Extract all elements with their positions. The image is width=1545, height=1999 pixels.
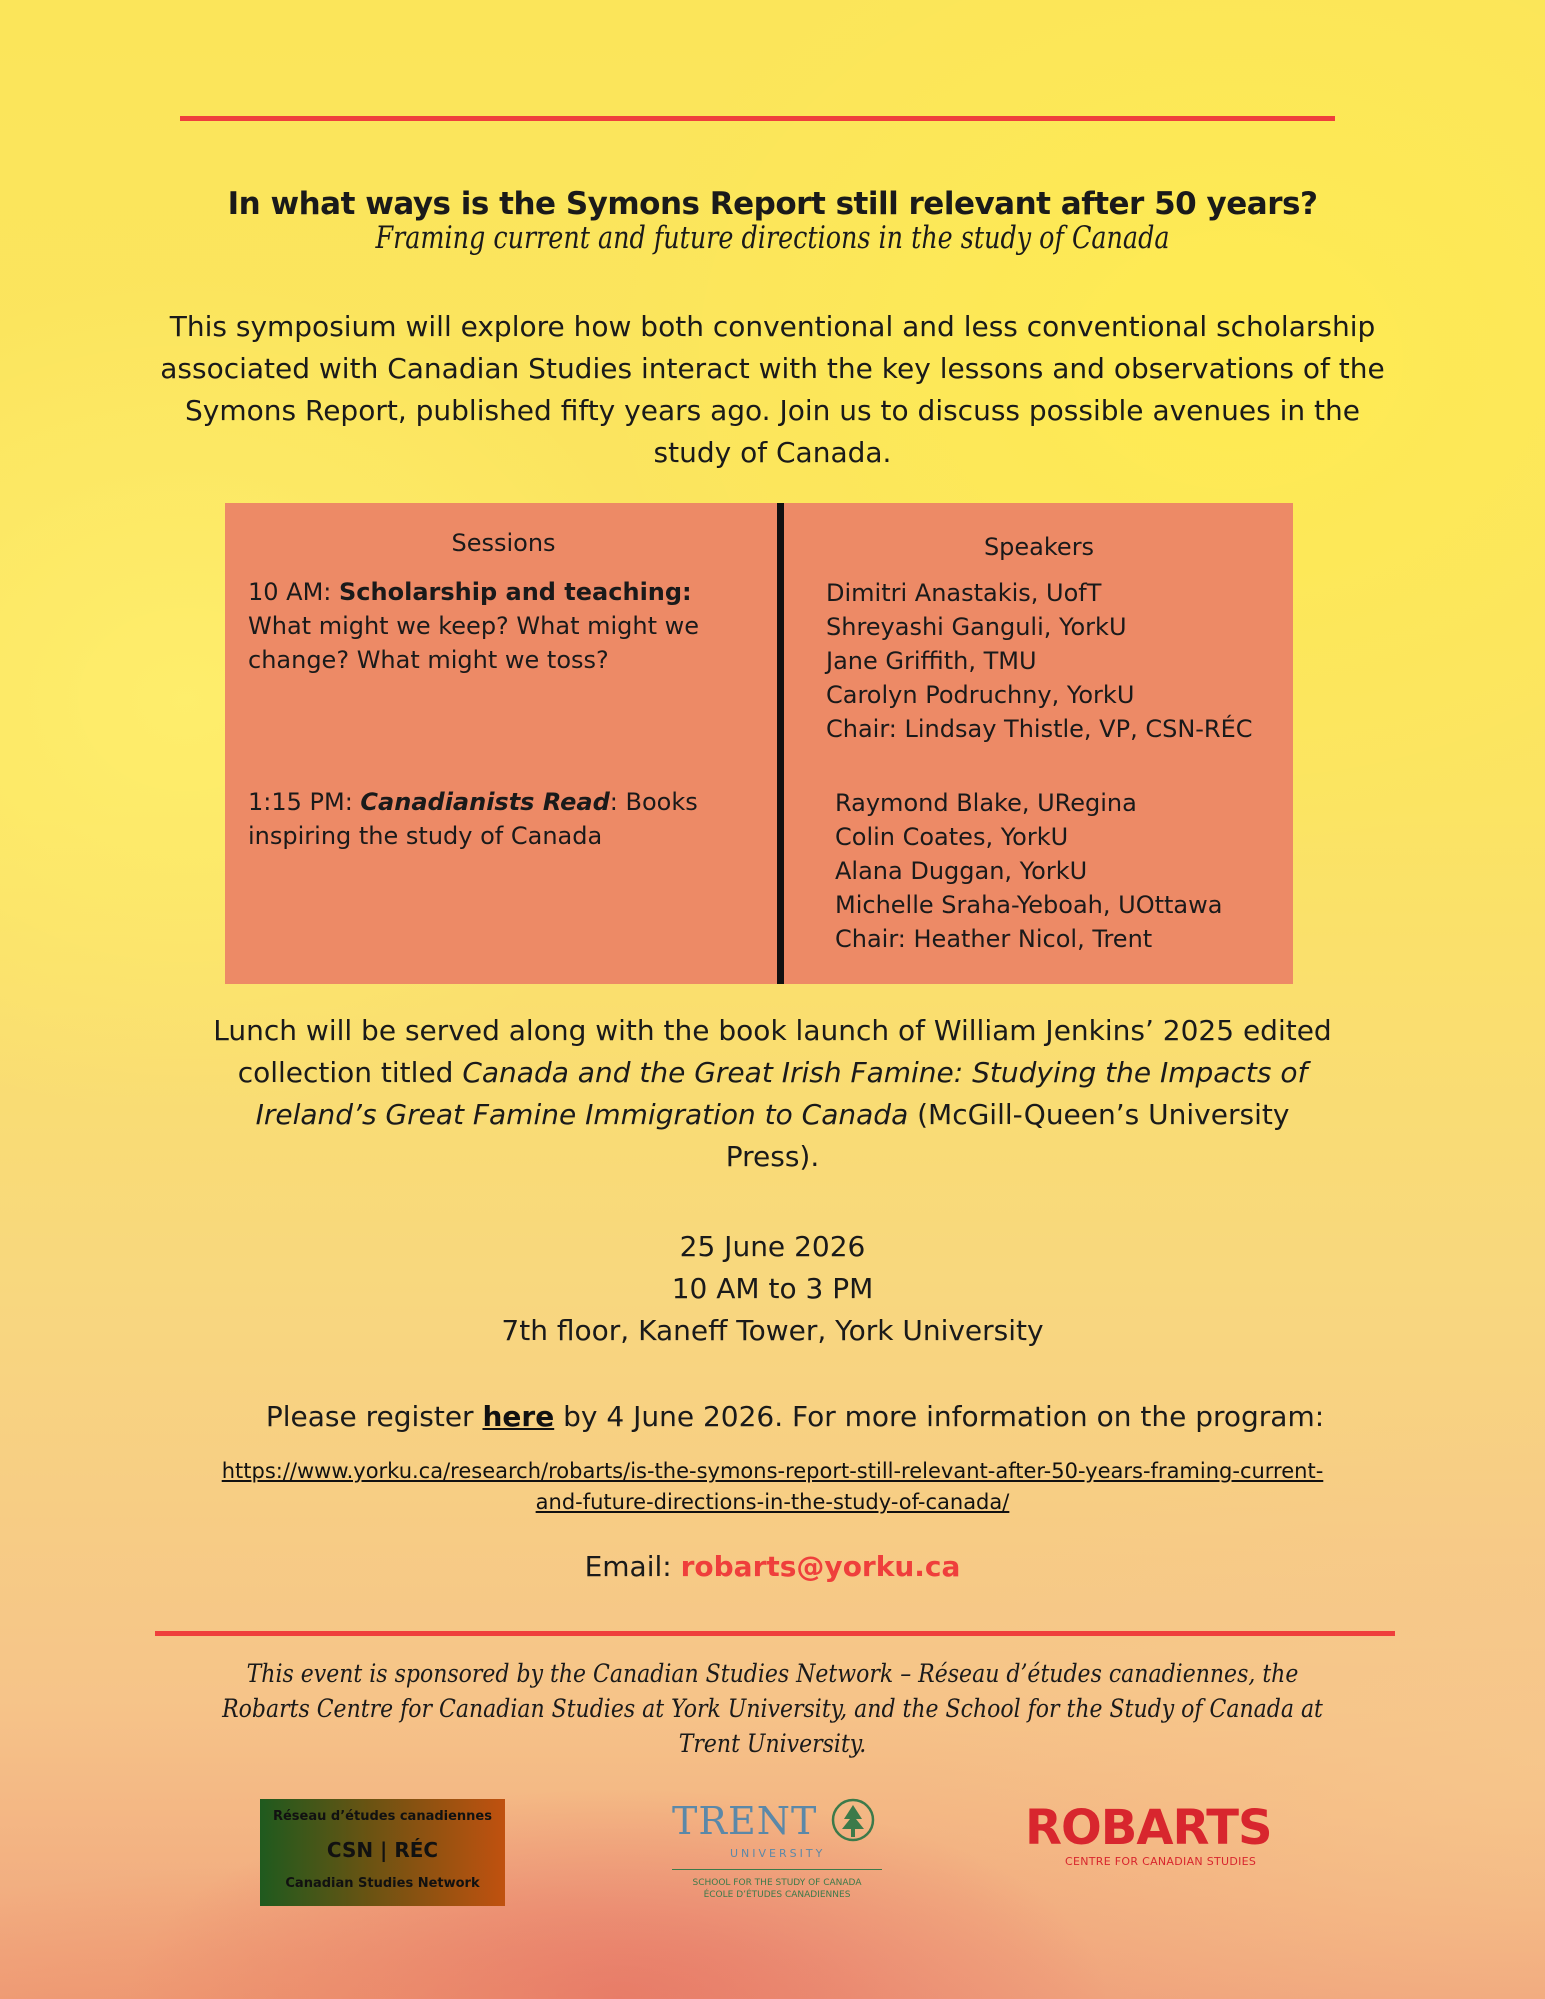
event-time: 10 AM to 3 PM [671, 1272, 874, 1305]
trent-school-text [672, 1877, 882, 1901]
speaker-item: Dimitri Anastakis, UofT [826, 579, 1102, 607]
trent-logo-divider [672, 1869, 882, 1870]
speaker-item: Carolyn Podruchny, YorkU [826, 681, 1135, 709]
csn-logo-line1: Réseau d’études canadiennes [272, 1809, 492, 1824]
speaker-item: Raymond Blake, URegina [835, 789, 1137, 817]
bottom-rule [155, 1631, 1395, 1636]
page-subtitle: Framing current and future directions in the study of Canada [375, 220, 1170, 256]
speaker-item: Alana Duggan, YorkU [835, 857, 1088, 885]
robarts-logo-sub: CENTRE FOR CANADIAN STUDIES [1065, 1855, 1257, 1868]
event-location: 7th floor, Kaneff Tower, York University [501, 1314, 1044, 1347]
session-time: 10 AM: [248, 578, 340, 606]
session-description: What might we keep? What might we change? What might we toss? [248, 612, 700, 674]
csn-logo [260, 1799, 505, 1906]
speaker-item: Colin Coates, YorkU [835, 823, 1069, 851]
session-description: : Books inspiring the study of Canada [248, 788, 698, 850]
email-address[interactable]: robarts@yorku.ca [680, 1550, 961, 1583]
register-line [150, 1400, 1440, 1433]
trent-logo [672, 1795, 882, 1910]
csn-logo-line3: Canadian Studies Network [285, 1876, 480, 1891]
publisher-text: (McGill-Queen’s University Press). [725, 1098, 1290, 1173]
session-title: Canadianists Read [360, 788, 610, 816]
register-pre: Please register [265, 1400, 483, 1433]
trent-logo-name: TRENT [672, 1799, 818, 1843]
lunch-paragraph [210, 1010, 1335, 1178]
table-divider [777, 503, 784, 984]
intro-paragraph: This symposium will explore how both conventional and less conventional scholarship associated with Canadian Studies interact with the key lessons and observations of the Symons Report, published fifty years ago. Join us to discuss possible avenues in the study of Canada. [160, 310, 1385, 469]
event-details [300, 1226, 1245, 1352]
speaker-item: Shreyashi Ganguli, YorkU [826, 613, 1127, 641]
csn-logo-line2: CSN | RÉC [326, 1838, 439, 1862]
trent-school-en: SCHOOL FOR THE STUDY OF CANADA [692, 1878, 862, 1888]
speaker-item: Jane Griffith, TMU [826, 647, 1037, 675]
program-url [200, 1456, 1345, 1518]
email-label: Email: [584, 1550, 681, 1583]
schedule-table [225, 503, 1293, 984]
session-afternoon [248, 785, 748, 853]
robarts-logo-name: ROBARTS [1025, 1800, 1272, 1856]
speakers-afternoon [835, 786, 1315, 956]
trent-logo-sub: UNIVERSITY [730, 1847, 826, 1860]
session-title: Scholarship and teaching: [339, 578, 692, 606]
book-title: Canada and the Great Irish Famine: Studying the Impacts of Ireland’s Great Famine Immigration to Canada [255, 1056, 1308, 1131]
lunch-text: Lunch will be served along with the book launch of William Jenkins’ 2025 edited collection titled [213, 1014, 1332, 1089]
speaker-item: Michelle Sraha-Yeboah, UOttawa [835, 891, 1223, 919]
sessions-heading: Sessions [451, 529, 556, 557]
event-date: 25 June 2026 [679, 1230, 866, 1263]
register-post: by 4 June 2026. For more information on the program: [554, 1400, 1325, 1433]
speaker-chair: Chair: Heather Nicol, Trent [835, 925, 1153, 953]
register-link[interactable]: here [482, 1400, 555, 1433]
sponsor-note: This event is sponsored by the Canadian Studies Network – Réseau d’études canadiennes, the Robarts Centre for Canadian Studies at York University, and the School for the Study of Canada at Trent University. [222, 1659, 1323, 1758]
email-line [300, 1550, 1245, 1583]
speaker-chair: Chair: Lindsay Thistle, VP, CSN-RÉC [826, 715, 1253, 743]
session-time: 1:15 PM: [248, 788, 361, 816]
session-morning [248, 575, 748, 677]
robarts-logo [1025, 1800, 1275, 1870]
program-link[interactable]: https://www.yorku.ca/research/robarts/is-the-symons-report-still-relevant-after-50-years-framing-current-and-future-directions-in-the-study-of-canada/ [221, 1459, 1324, 1514]
tree-icon [830, 1797, 876, 1843]
trent-school-fr: ÉCOLE D’ÉTUDES CANADIENNES [703, 1890, 851, 1900]
speakers-morning [826, 576, 1306, 746]
top-rule [180, 116, 1335, 121]
page-title: In what ways is the Symons Report still relevant after 50 years? [227, 186, 1318, 222]
speakers-heading: Speakers [983, 533, 1095, 561]
